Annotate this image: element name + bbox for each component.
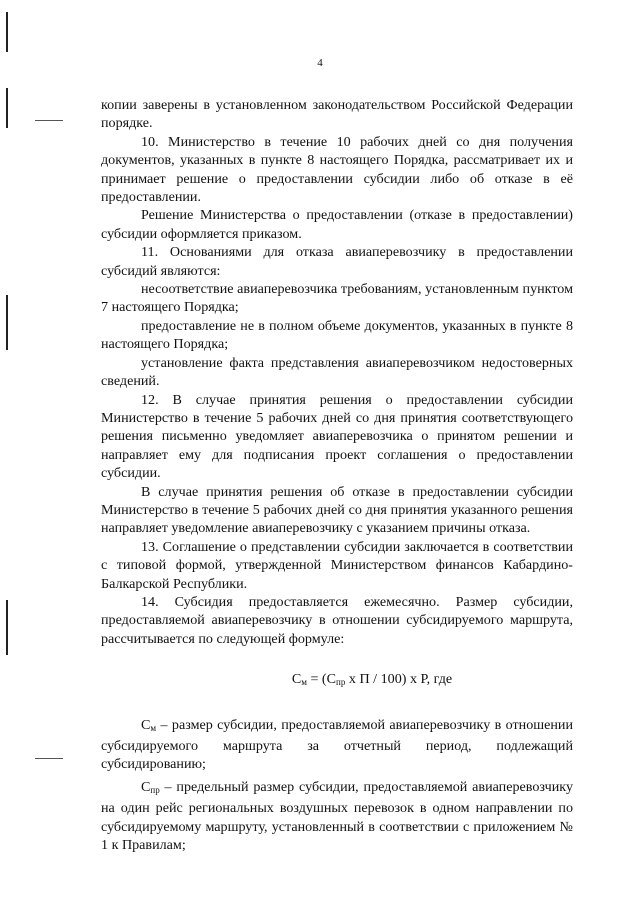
paragraph: В случае принятия решения об отказе в предоставлении субсидии Министерство в течение 5 рабочих дней со дня принятия указанного решения направляет уведомление авиаперевозчику с указанием причины отказа. [101,483,573,537]
paragraph: предоставление не в полном объеме документов, указанных в пункте 8 настоящего Порядка; [101,317,573,353]
paragraph: 13. Соглашение о представлении субсидии заключается в соответствии с типовой формой, утвержденной Министерством финансов Кабардино-Балкарской Республики. [101,538,573,592]
paragraph: Решение Министерства о предоставлении (отказе в предоставлении) субсидии оформляется приказом. [101,207,573,242]
paragraph: копии заверены в установленном законодательством Российской Федерации порядке. [101,97,573,132]
paragraph: установление факта представления авиаперевозчиком недостоверных сведений. [101,354,573,390]
scan-margin-mark [6,12,8,52]
formula: $С_м = (С_{пр}$ х П / 100) х Р, где [291,671,453,688]
scan-margin-mark [6,295,8,350]
paragraph: несоответствие авиаперевозчика требованиям, установленным пунктом 7 настоящего Порядка; [101,281,573,316]
page-number: 4 [317,57,323,69]
definition: $С_{пр}$ – предельный размер субсидии, предоставляемой авиаперевозчику на один рейс региональных воздушных перевозок в одном направлении по субсидируемому маршруту, установленный в соответствии с приложением № 1 к Правилам; [101,778,573,854]
scan-margin-dash [35,758,63,759]
paragraph: 11. Основаниями для отказа авиаперевозчику в предоставлении субсидий являются: [101,244,573,279]
paragraph: 12. В случае принятия решения о предоставлении субсидии Министерство в течение 5 рабочих дней со дня принятия соответствующего решения письменно уведомляет авиаперевозчика о принятом решении и направляет ему для подписания проект соглашения о предоставлении субсидии. [101,391,573,482]
definition: $С_м$ – размер субсидии, предоставляемой авиаперевозчику в отношении субсидируемого маршрута за отчетный период, подлежащий субсидированию; [101,716,573,773]
paragraph: 14. Субсидия предоставляется ежемесячно. Размер субсидии, предоставляемой авиаперевозчику в отношении субсидируемого маршрута, рассчитывается по следующей формуле: [101,593,573,647]
scan-margin-mark [6,600,8,655]
document-body [101,96,573,854]
scan-margin-mark [6,88,8,128]
scan-margin-dash [35,120,63,121]
paragraph: 10. Министерство в течение 10 рабочих дней со дня получения документов, указанных в пункте 8 настоящего Порядка, рассматривает их и принимает решение о предоставлении субсидии либо об отказе в её предоставлении. [101,133,573,206]
